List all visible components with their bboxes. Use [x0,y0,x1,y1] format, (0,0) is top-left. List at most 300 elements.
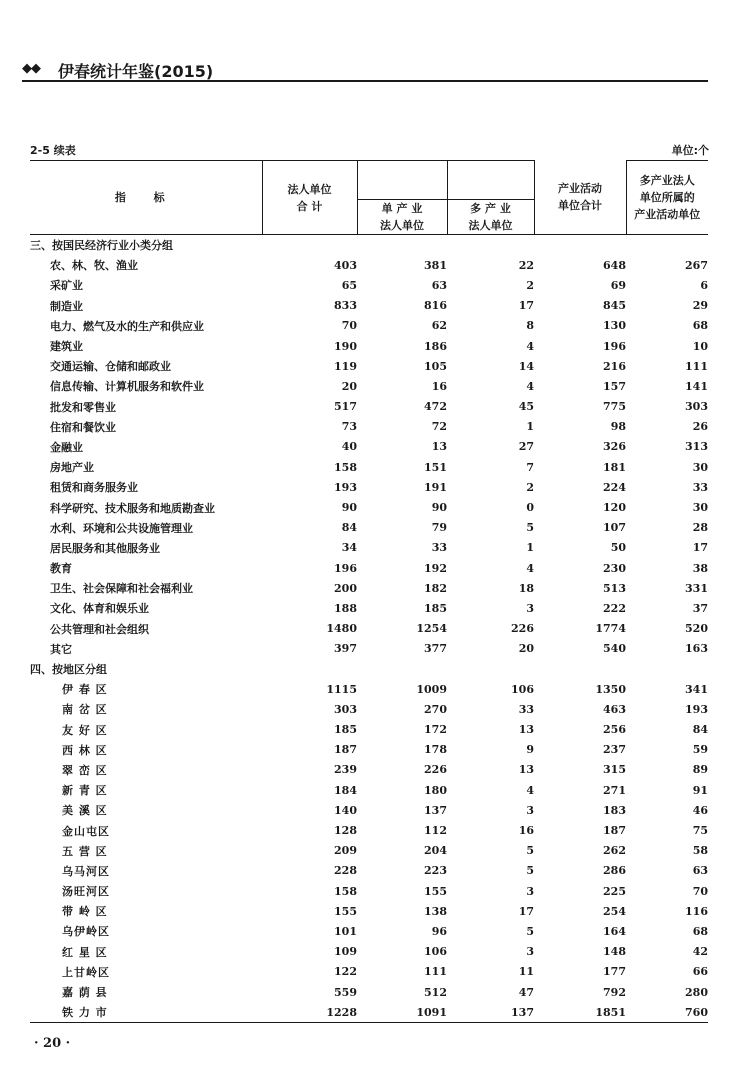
row-label: 上甘岭区 [62,965,110,979]
activity-value: 271 [603,783,626,797]
multi-activity-value: 520 [685,622,708,636]
multi-value: 33 [518,702,534,716]
activity-value: 775 [603,400,626,414]
multi-activity-header [626,161,708,235]
multi-activity-value: 267 [685,258,708,272]
multi-value [447,235,534,256]
single-value: 191 [424,480,447,494]
multi-value: 1 [526,541,534,555]
total-value: 517 [334,400,357,414]
activity-value: 177 [603,965,626,979]
table-row [30,861,708,881]
multi-activity-value [626,659,708,679]
multi-activity-value: 141 [685,379,708,393]
total-value: 209 [334,844,357,858]
single-value: 33 [431,541,447,555]
table-row [30,740,708,760]
table-row [30,639,708,659]
activity-value: 183 [603,803,626,817]
multi-activity-value: 63 [692,864,708,878]
multi-value: 1 [526,420,534,434]
activity-value: 648 [603,258,626,272]
total-value: 193 [334,480,357,494]
table-row [30,296,708,316]
multi-activity-value: 760 [626,1002,708,1023]
table-row [30,437,708,457]
multi-activity-value: 70 [692,884,708,898]
multi-value: 16 [518,824,534,838]
table-row [30,679,708,699]
single-value: 204 [424,844,447,858]
single-value: 1091 [357,1002,447,1023]
multi-value: 17 [518,299,534,313]
activity-value: 1851 [534,1002,626,1023]
multi-activity-value: 116 [685,904,708,918]
single-value: 151 [424,460,447,474]
single-value: 72 [431,420,447,434]
row-label: 五 营 区 [62,844,108,858]
multi-value: 3 [526,884,534,898]
multi-value: 13 [518,723,534,737]
table-row [30,720,708,740]
row-label: 铁 力 市 [30,1002,262,1023]
multi-activity-value: 6 [700,278,708,292]
total-value: 128 [334,824,357,838]
multi-activity-value: 68 [692,319,708,333]
table-row [30,820,708,840]
single-value [357,235,447,256]
total-value: 155 [334,904,357,918]
single-value: 137 [424,803,447,817]
total-header-line-1: 法人单位 [287,182,332,196]
multi-value: 45 [518,400,534,414]
total-value: 84 [341,521,357,535]
row-label: 汤旺河区 [62,885,110,899]
multi-activity-value: 91 [692,783,708,797]
row-label: 批发和零售业 [50,400,116,414]
multi-value: 22 [518,258,534,272]
activity-value: 225 [603,884,626,898]
table-row [30,417,708,437]
row-label: 水利、环境和公共设施管理业 [50,521,193,535]
total-value: 101 [334,924,357,938]
row-label: 金融业 [50,440,83,454]
total-value: 1115 [326,682,357,696]
total-value: 65 [341,278,357,292]
multi-activity-value: 59 [692,743,708,757]
total-value: 109 [334,945,357,959]
total-value: 20 [341,379,357,393]
table-row [30,497,708,517]
activity-header-line-1: 产业活动 [558,182,602,196]
activity-value: 237 [603,743,626,757]
table-row [30,275,708,295]
multi-activity-value: 89 [692,763,708,777]
multi-activity-value: 30 [692,501,708,515]
total-value: 303 [334,702,357,716]
row-label: 金山屯区 [62,824,110,838]
activity-header-line-2: 单位合计 [558,199,602,213]
total-value: 403 [334,258,357,272]
table-body [30,235,708,1023]
multi-activity-value: 37 [692,601,708,615]
multi-value: 2 [526,480,534,494]
table-row [30,457,708,477]
table-row [30,316,708,336]
table-row [30,800,708,820]
multi-value: 4 [526,783,534,797]
single-value: 112 [424,824,447,838]
section-title: 四、按地区分组 [30,663,107,677]
multi-activity-value: 42 [692,945,708,959]
single-value: 13 [431,440,447,454]
multi-activity-value: 30 [692,460,708,474]
table-row [30,901,708,921]
single-value: 111 [424,965,447,979]
multi-value: 18 [518,581,534,595]
single-industry-header [357,200,447,235]
book-title: 伊春统计年鉴(2015) [58,62,214,81]
multi-value: 3 [526,601,534,615]
activity-value: 148 [603,945,626,959]
activity-header [534,161,626,235]
table-row [30,538,708,558]
total-value: 1480 [326,622,357,636]
multi-value: 8 [526,319,534,333]
table-row [30,376,708,396]
row-label: 南 岔 区 [62,703,108,717]
total-value: 158 [334,460,357,474]
single-value: 472 [424,400,447,414]
multi-activity-value: 33 [692,480,708,494]
row-label: 电力、燃气及水的生产和供应业 [50,319,204,333]
multi-value: 5 [526,521,534,535]
table-row [30,881,708,901]
multi-value: 226 [511,622,534,636]
total-value: 70 [341,319,357,333]
single-value: 816 [424,299,447,313]
multi-value: 106 [511,682,534,696]
single-value: 186 [424,339,447,353]
table-label: 2-5 续表 [30,144,76,157]
table-row [30,841,708,861]
row-label: 西 林 区 [62,743,108,757]
multi-activity-value: 341 [685,682,708,696]
total-value: 239 [334,763,357,777]
page-number: · 20 · [34,1036,71,1051]
multi-value: 47 [518,985,534,999]
single-value: 192 [424,561,447,575]
table-row [30,921,708,941]
single-value: 155 [424,884,447,898]
multi-value: 4 [526,561,534,575]
multi-value: 20 [518,642,534,656]
activity-value: 157 [603,379,626,393]
single-value: 172 [424,723,447,737]
activity-value: 845 [603,299,626,313]
multi-activity-value: 303 [685,400,708,414]
activity-value: 256 [603,723,626,737]
activity-value: 326 [603,440,626,454]
activity-value: 69 [610,278,626,292]
row-label: 美 溪 区 [62,804,108,818]
total-value: 397 [334,642,357,656]
table-row [30,397,708,417]
total-value: 140 [334,803,357,817]
table-row [30,356,708,376]
multi-value: 13 [518,763,534,777]
section-row [30,659,708,679]
multi-activity-value: 26 [692,420,708,434]
row-label: 居民服务和其他服务业 [50,541,160,555]
single-value: 96 [431,924,447,938]
activity-value: 224 [603,480,626,494]
row-label: 农、林、牧、渔业 [50,259,138,273]
row-label: 采矿业 [50,279,83,293]
table-row [30,942,708,962]
activity-value: 262 [603,844,626,858]
single-value: 270 [424,702,447,716]
row-label: 乌马河区 [62,864,110,878]
multi-value: 137 [447,1002,534,1023]
header-rule [22,80,708,82]
header-spacer [357,161,447,200]
total-value: 34 [341,541,357,555]
row-label: 文化、体育和娱乐业 [50,602,149,616]
multi-value: 0 [526,501,534,515]
multi-value: 5 [526,924,534,938]
table-row [30,760,708,780]
activity-value: 254 [603,904,626,918]
total-value: 90 [341,501,357,515]
multi-header-line-2: 法人单位 [468,219,513,232]
multi-activity-value: 58 [692,844,708,858]
activity-value: 107 [603,521,626,535]
table-row [30,518,708,538]
table-row [30,982,708,1002]
multi-activity-value: 280 [685,985,708,999]
single-value: 223 [424,864,447,878]
row-label: 科学研究、技术服务和地质勘查业 [50,501,215,515]
row-label: 教育 [50,562,72,576]
multi-value: 27 [518,440,534,454]
multi-activity-value: 193 [685,702,708,716]
multi-value: 7 [526,460,534,474]
activity-value: 792 [603,985,626,999]
table-header [30,161,708,235]
activity-value [534,659,626,679]
total-header-line-2: 合 计 [296,199,323,213]
activity-value: 196 [603,339,626,353]
total-value: 158 [334,884,357,898]
multi-activity-header-line-2: 单位所属的 [639,191,695,204]
multi-value: 2 [526,278,534,292]
total-value: 40 [341,440,357,454]
multi-value: 17 [518,904,534,918]
activity-value: 315 [603,763,626,777]
total-value: 1228 [262,1002,357,1023]
activity-value: 164 [603,924,626,938]
multi-value: 11 [518,965,534,979]
section-row [30,235,708,256]
row-label: 租赁和商务服务业 [50,481,138,495]
multi-value: 5 [526,864,534,878]
single-value: 62 [431,319,447,333]
single-value: 1254 [416,622,447,636]
row-label: 伊 春 区 [62,683,108,697]
single-value [357,659,447,679]
unit-label: 单位:个 [671,144,709,157]
single-value: 79 [431,521,447,535]
single-value: 16 [431,379,447,393]
table-row [30,780,708,800]
multi-activity-value: 111 [685,359,708,373]
table-row [30,477,708,497]
total-value: 184 [334,783,357,797]
activity-value: 98 [610,420,626,434]
row-label: 住宿和餐饮业 [50,420,116,434]
total-value: 187 [334,743,357,757]
single-value: 63 [431,278,447,292]
activity-value: 216 [603,359,626,373]
multi-value: 9 [526,743,534,757]
single-value: 512 [424,985,447,999]
total-value: 833 [334,299,357,313]
multi-activity-value: 38 [692,561,708,575]
table-row [30,336,708,356]
single-value: 1009 [416,682,447,696]
indicator-header: 指 标 [30,161,262,235]
activity-value: 230 [603,561,626,575]
row-label: 红 星 区 [62,945,108,959]
multi-value: 4 [526,379,534,393]
multi-activity-value: 10 [692,339,708,353]
diamond-icon: ◆◆ [22,61,40,76]
multi-value: 14 [518,359,534,373]
total-value: 228 [334,864,357,878]
table-row [30,255,708,275]
multi-activity-value: 29 [692,299,708,313]
activity-value: 513 [603,581,626,595]
table-row [30,619,708,639]
multi-activity-header-line-1: 多产业法人 [639,174,695,187]
table-row [30,962,708,982]
multi-activity-value: 313 [685,440,708,454]
single-value: 226 [424,763,447,777]
single-value: 381 [424,258,447,272]
row-label: 嘉 荫 县 [62,986,108,1000]
single-value: 138 [424,904,447,918]
multi-activity-value: 46 [692,803,708,817]
total-value: 119 [334,359,357,373]
multi-value: 5 [526,844,534,858]
multi-activity-value: 75 [692,824,708,838]
row-label: 交通运输、仓储和邮政业 [50,360,171,374]
row-label: 制造业 [50,299,83,313]
row-label: 信息传输、计算机服务和软件业 [50,380,204,394]
multi-value: 4 [526,339,534,353]
multi-value: 3 [526,803,534,817]
total-value: 73 [341,420,357,434]
single-value: 180 [424,783,447,797]
single-value: 178 [424,743,447,757]
section-title: 三、按国民经济行业小类分组 [30,239,173,253]
row-label: 公共管理和社会组织 [50,622,149,636]
page-header [22,58,708,82]
total-header [262,161,357,235]
activity-value [534,235,626,256]
single-value: 90 [431,501,447,515]
multi-value [447,659,534,679]
row-label: 翠 峦 区 [62,763,108,777]
multi-activity-value: 163 [685,642,708,656]
multi-value: 3 [526,945,534,959]
multi-activity-value: 28 [692,521,708,535]
total-value: 559 [334,985,357,999]
total-value: 196 [334,561,357,575]
row-label: 友 好 区 [62,723,108,737]
activity-value: 130 [603,319,626,333]
single-value: 106 [424,945,447,959]
total-value: 190 [334,339,357,353]
multi-activity-value: 66 [692,965,708,979]
table-row [30,598,708,618]
single-value: 185 [424,601,447,615]
row-label: 带 岭 区 [62,905,108,919]
total-value: 122 [334,965,357,979]
table-row [30,1002,708,1023]
activity-value: 463 [603,702,626,716]
activity-value: 120 [603,501,626,515]
row-label: 卫生、社会保障和社会福利业 [50,582,193,596]
table-row [30,558,708,578]
table-row [30,699,708,719]
header-spacer [447,161,534,200]
multi-activity-header-line-3: 产业活动单位 [634,208,701,221]
total-value [262,659,357,679]
data-table [30,160,708,1023]
multi-activity-value: 68 [692,924,708,938]
row-label: 新 青 区 [62,784,108,798]
row-label: 建筑业 [50,340,83,354]
single-header-line-1: 单 产 业 [381,202,423,215]
activity-value: 540 [603,642,626,656]
row-label: 房地产业 [50,461,94,475]
multi-activity-value: 17 [692,541,708,555]
row-label: 其它 [50,642,72,656]
table-row [30,578,708,598]
activity-value: 286 [603,864,626,878]
activity-value: 1350 [595,682,626,696]
total-value [262,235,357,256]
multi-activity-value: 84 [692,723,708,737]
activity-value: 1774 [595,622,626,636]
activity-value: 222 [603,601,626,615]
total-value: 185 [334,723,357,737]
single-value: 105 [424,359,447,373]
activity-value: 50 [610,541,626,555]
row-label: 乌伊岭区 [62,925,110,939]
single-header-line-2: 法人单位 [380,219,424,232]
multi-activity-value: 331 [685,581,708,595]
total-value: 188 [334,601,357,615]
single-value: 377 [424,642,447,656]
activity-value: 187 [603,824,626,838]
single-value: 182 [424,581,447,595]
multi-header-line-1: 多 产 业 [470,202,511,215]
multi-industry-header [447,200,534,235]
multi-activity-value [626,235,708,256]
